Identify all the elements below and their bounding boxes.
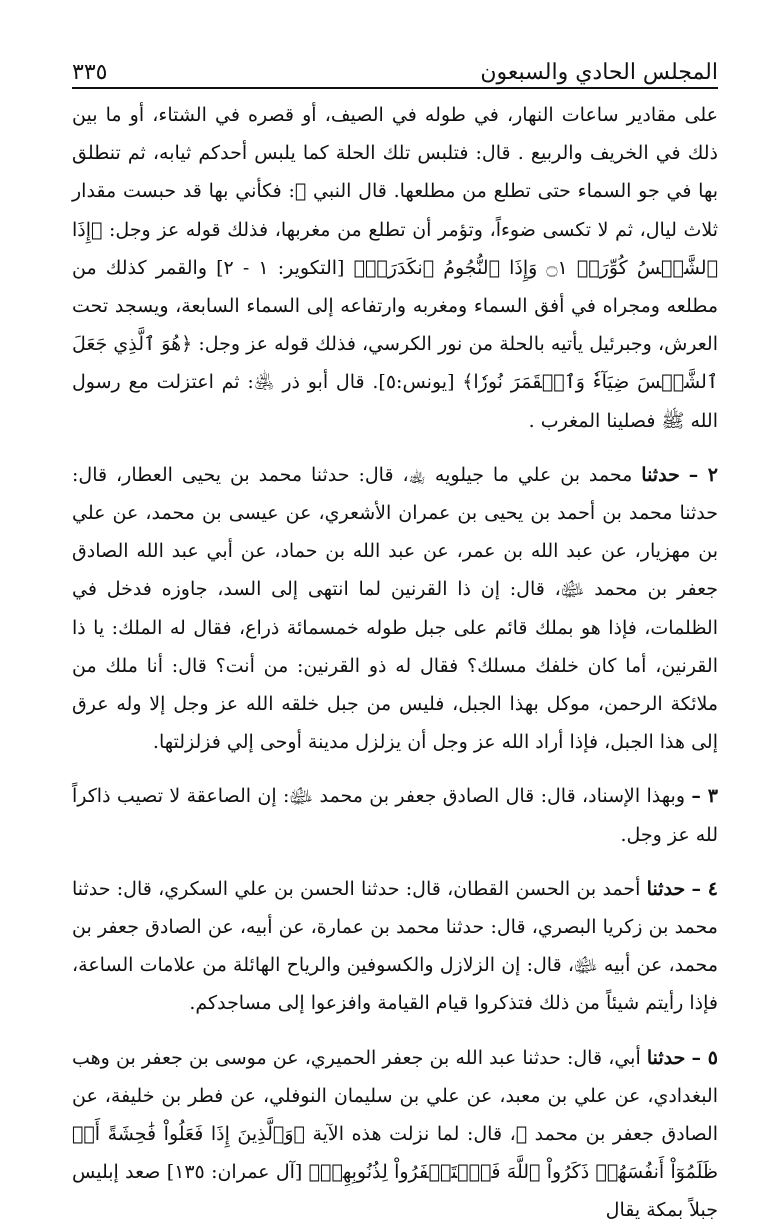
paragraph-text: محمد بن علي ما جيلويه ﵀، قال: حدثنا محمد بن يحيى العطار، قال: حدثنا محمد بن أحمد بن يحيى بن عمران الأشعري، عن عيسى بن محمد، عن علي بن مهزيار، عن عبد الله بن عمر، عن عبد الله بن حماد، عن أبي عبد الله الصادق جعفر بن محمد ﵉، قال: إن ذا القرنين لما انتهى إلى السد، جاوزه فدخل في الظلمات، فإذا هو بملك قائم على جبل طوله خمسمائة ذراع، فقال له الملك: يا ذا القرنين، أما كان خلفك مسلك؟ فقال له ذو القرنين: من أنت؟ قال: أنا ملك من ملائكة الرحمن، موكل بهذا الجبل، فليس من جبل خلقه الله عز وجل إلا وله عرق إلى هذا الجبل، فإذا أراد الله عز وجل أن يزلزل مدينة أوحى إلي فزلزلتها. <box>72 463 718 754</box>
paragraph-text: على مقادير ساعات النهار، في طوله في الصيف، أو قصره في الشتاء، أو ما بين ذلك في الخريف والربيع . قال: فتلبس تلك الحلة كما يلبس أحدكم ثيابه، ثم تنطلق بها في جو السماء حتى تطلع من مطلعها. قال النبي ﷺ: فكأني بها قد حبست مقدار ثلاث ليال، ثم لا تكسى ضوءاً، وتؤمر أن تطلع من مغربها، فذلك قوله عز وجل: ﴿إِذَا ٱلشَّمۡسُ كُوِّرَتۡ ۝١ وَإِذَا ٱلنُّجُومُ ٱنكَدَرَتۡ﴾ [التكوير: ١ - ٢] والقمر كذلك من مطلعه ومجراه في أفق السماء ومغربه وارتفاعه إلى السماء السابعة، ويسجد تحت العرش، وجبرئيل يأتيه بالحلة من نور الكرسي، فذلك قوله عز وجل: ﴿هُوَ ٱلَّذِي جَعَلَ ٱلشَّمۡسَ ضِيَآءٗ وَٱلۡقَمَرَ نُورٗا﴾ [يونس:٥]. قال أبو ذر ﵁: ثم اعتزلت مع رسول الله ﷺ فصلينا المغرب . <box>72 104 718 432</box>
paragraph-4 <box>72 870 718 1023</box>
running-title: المجلس الحادي والسبعون <box>480 60 718 85</box>
paragraph-5 <box>72 1039 718 1230</box>
paragraph-2 <box>72 456 718 762</box>
header-rule <box>72 87 718 89</box>
hadith-number: ٤ – <box>691 877 718 900</box>
hadith-number: ٢ – <box>688 463 719 486</box>
paragraph-1 <box>72 96 718 440</box>
page-body <box>72 96 719 1222</box>
paragraph-text: أحمد بن الحسن القطان، قال: حدثنا الحسن بن علي السكري، قال: حدثنا محمد بن زكريا البصري، قال: حدثنا محمد بن عمارة، عن أبيه، عن الصادق جعفر بن محمد، عن أبيه ﵉، قال: إن الزلازل والكسوفين والرياح الهائلة من علامات الساعة، فإذا رأيتم شيئاً من ذلك فتذكروا قيام القيامة وافزعوا إلى مساجدكم. <box>72 877 718 1015</box>
hadith-keyword: حدثنا <box>646 877 686 900</box>
hadith-keyword: حدثنا <box>646 1046 686 1069</box>
hadith-keyword: حدثنا <box>641 463 680 486</box>
page-header <box>72 44 718 84</box>
page-number: ٣٣٥ <box>72 60 108 85</box>
paragraph-text: أبي، قال: حدثنا عبد الله بن جعفر الحميري، عن موسى بن جعفر بن وهب البغدادي، عن علي بن معبد، عن علي بن سليمان النوفلي، عن فطر بن خليفة، عن الصادق جعفر بن محمد ﵉، قال: لما نزلت هذه الآية ﴿وَٱلَّذِينَ إِذَا فَعَلُواْ فَٰحِشَةً أَوۡ ظَلَمُوٓاْ أَنفُسَهُمۡ ذَكَرُواْ ٱللَّهَ فَٱسۡتَغۡفَرُواْ لِذُنُوبِهِمۡ﴾ [آل عمران: ١٣٥] صعد إبليس جبلاً بمكة يقال <box>72 1046 718 1222</box>
paragraph-3 <box>72 777 718 853</box>
paragraph-text: وبهذا الإسناد، قال: قال الصادق جعفر بن محمد ﵉: إن الصاعقة لا تصيب ذاكراً لله عز وجل. <box>72 785 718 846</box>
hadith-number: ٣ – <box>691 785 718 808</box>
hadith-number: ٥ – <box>691 1046 718 1069</box>
